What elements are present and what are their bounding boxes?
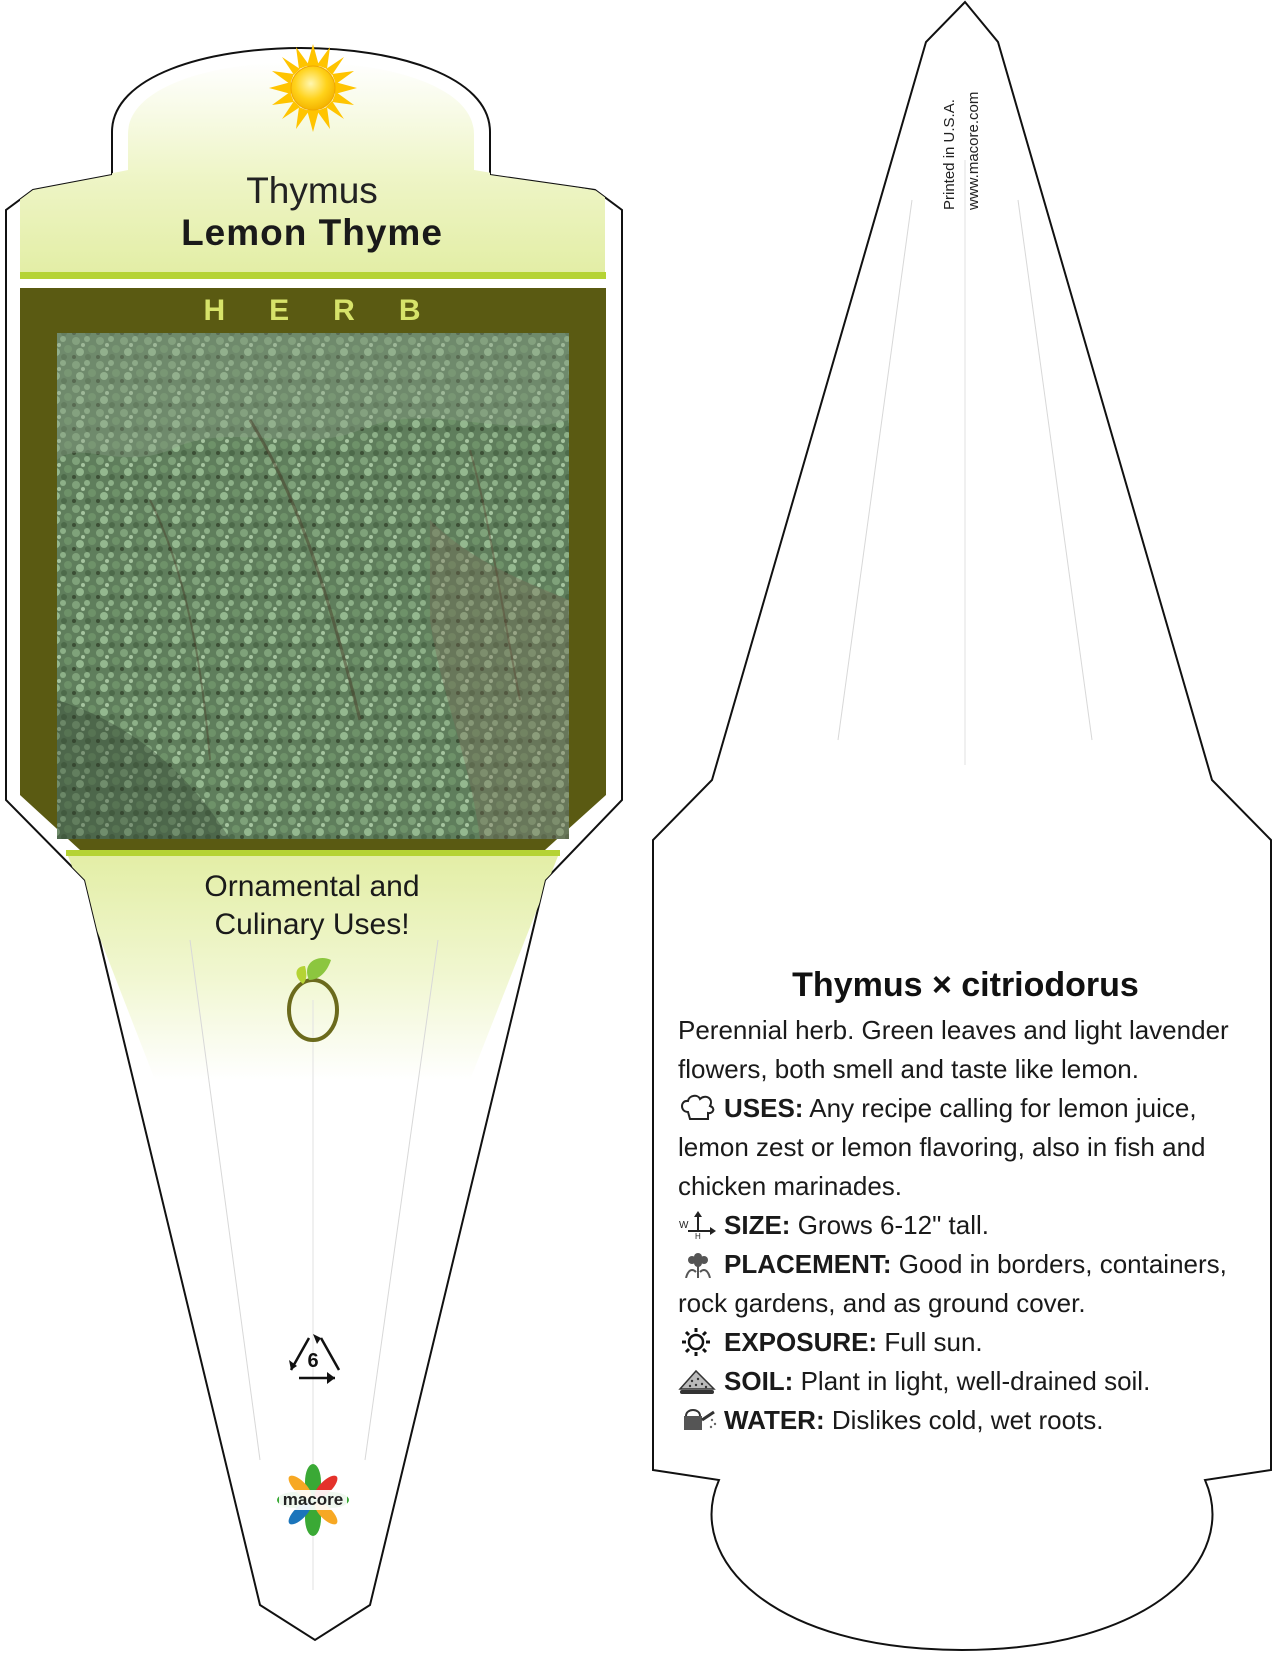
- tagline-line-1: Ornamental and: [204, 870, 420, 903]
- size-arrows-icon: [678, 1211, 718, 1239]
- lime-stripe-top: [20, 272, 606, 279]
- soil-row: [678, 1362, 1253, 1401]
- tagline: [0, 868, 624, 944]
- uses-row: [678, 1089, 1253, 1206]
- care-instructions: [678, 966, 1253, 1440]
- water-row: [678, 1401, 1253, 1440]
- svg-text:H: H: [695, 1232, 701, 1239]
- svg-text:W: W: [679, 1220, 689, 1231]
- printed-info: [938, 92, 986, 210]
- size-text: Grows 6-12" tall.: [797, 1210, 989, 1240]
- exposure-label: EXPOSURE:: [724, 1327, 878, 1357]
- recycle-number: 6: [307, 1350, 319, 1372]
- soil-label: SOIL:: [724, 1366, 794, 1396]
- common-name: Lemon Thyme: [181, 212, 443, 253]
- placement-label: PLACEMENT:: [724, 1249, 892, 1279]
- uses-label: USES:: [724, 1093, 804, 1123]
- printed-country: Printed in U.S.A.: [941, 99, 958, 210]
- water-text: Dislikes cold, wet roots.: [831, 1405, 1104, 1435]
- sun-icon: [269, 44, 357, 132]
- genus-name: Thymus: [246, 170, 378, 211]
- tagline-line-2: Culinary Uses!: [214, 908, 410, 941]
- flower-icon: [678, 1250, 718, 1278]
- exposure-text: Full sun.: [884, 1327, 983, 1357]
- chef-hat-icon: [678, 1094, 718, 1122]
- size-row: [678, 1206, 1253, 1245]
- printed-website: www.macore.com: [965, 91, 982, 210]
- placement-row: [678, 1245, 1253, 1323]
- front-tag: [6, 44, 622, 1640]
- size-label: SIZE:: [724, 1210, 791, 1240]
- uses-text: Any recipe calling for lemon juice, lemon zest or lemon flavoring, also in fish and chicken marinades.: [678, 1093, 1206, 1201]
- watering-can-icon: [678, 1406, 718, 1434]
- placement-text: Good in borders, containers, rock gardens, and as ground cover.: [678, 1249, 1227, 1318]
- description: Perennial herb. Green leaves and light lavender flowers, both smell and taste like lemon.: [678, 1015, 1229, 1084]
- botanical-name: Thymus × citriodorus: [792, 966, 1139, 1004]
- plant-photo: [57, 333, 569, 839]
- lime-stripe-bottom: [66, 850, 560, 856]
- soil-icon: [678, 1367, 718, 1395]
- water-label: WATER:: [724, 1405, 825, 1435]
- soil-text: Plant in light, well-drained soil.: [800, 1366, 1151, 1396]
- brand-name: macore: [282, 1490, 344, 1509]
- sun-exposure-icon: [678, 1328, 718, 1356]
- exposure-row: [678, 1323, 1253, 1362]
- category-banner: HERB: [203, 294, 465, 327]
